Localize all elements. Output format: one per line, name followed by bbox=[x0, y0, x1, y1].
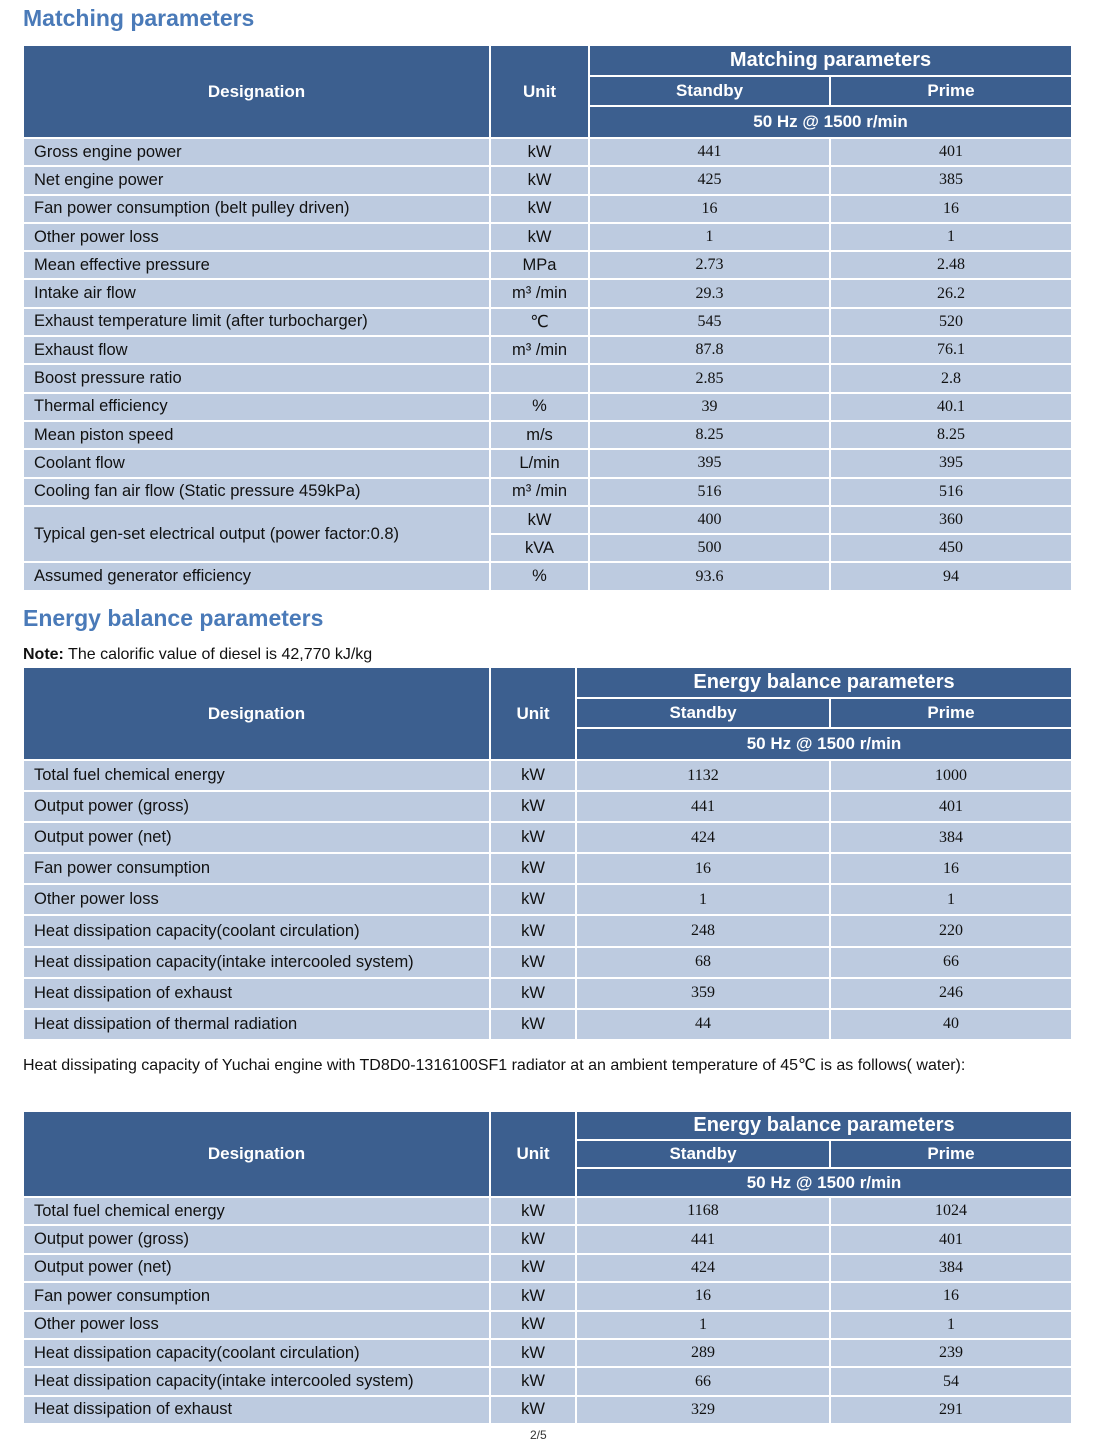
section-title-energy-balance: Energy balance parameters bbox=[23, 605, 324, 631]
group-header: Energy balance parameters bbox=[576, 1111, 1072, 1140]
condition-header: 50 Hz @ 1500 r/min bbox=[576, 1168, 1072, 1197]
row-prime-value: 450 bbox=[830, 534, 1072, 562]
standby-header: Standby bbox=[589, 76, 830, 106]
prime-header: Prime bbox=[830, 76, 1072, 106]
row-unit: kW bbox=[490, 195, 589, 223]
row-unit: kW bbox=[490, 760, 576, 791]
table-row bbox=[23, 449, 1072, 477]
row-standby-value: 1132 bbox=[576, 760, 830, 791]
unit-header: Unit bbox=[490, 1111, 576, 1197]
table-row bbox=[23, 1367, 1072, 1395]
row-designation: Fan power consumption (belt pulley driven) bbox=[23, 195, 490, 223]
row-standby-value: 68 bbox=[576, 947, 830, 978]
row-unit: kW bbox=[490, 822, 576, 853]
row-unit: m³ /min bbox=[490, 478, 589, 506]
table-row bbox=[23, 1282, 1072, 1310]
row-unit: kW bbox=[490, 947, 576, 978]
row-unit: m³ /min bbox=[490, 336, 589, 364]
row-standby-value: 16 bbox=[576, 853, 830, 884]
row-designation: Cooling fan air flow (Static pressure 459kPa) bbox=[23, 478, 490, 506]
row-standby-value: 400 bbox=[589, 506, 830, 534]
table-row bbox=[23, 760, 1072, 791]
table-row bbox=[23, 1009, 1072, 1040]
row-designation: Heat dissipation capacity(intake intercooled system) bbox=[23, 1367, 490, 1395]
energy-balance-table bbox=[22, 666, 1073, 1041]
section-title-matching: Matching parameters bbox=[23, 5, 255, 31]
row-designation: Typical gen-set electrical output (power factor:0.8) bbox=[23, 506, 490, 563]
condition-header: 50 Hz @ 1500 r/min bbox=[576, 728, 1072, 760]
table-row bbox=[23, 1339, 1072, 1367]
row-prime-value: 40.1 bbox=[830, 393, 1072, 421]
row-standby-value: 424 bbox=[576, 1254, 830, 1282]
row-designation: Heat dissipation of exhaust bbox=[23, 978, 490, 1009]
table-row bbox=[23, 853, 1072, 884]
row-unit: % bbox=[490, 393, 589, 421]
note-label: Note: bbox=[23, 646, 64, 663]
row-unit: kW bbox=[490, 1282, 576, 1310]
table-row bbox=[23, 947, 1072, 978]
row-unit: kW bbox=[490, 791, 576, 822]
row-unit bbox=[490, 364, 589, 392]
row-standby-value: 329 bbox=[576, 1396, 830, 1424]
row-prime-value: 384 bbox=[830, 822, 1072, 853]
row-prime-value: 66 bbox=[830, 947, 1072, 978]
row-prime-value: 1024 bbox=[830, 1197, 1072, 1225]
row-designation: Heat dissipation of exhaust bbox=[23, 1396, 490, 1424]
row-prime-value: 76.1 bbox=[830, 336, 1072, 364]
designation-header: Designation bbox=[23, 1111, 490, 1197]
row-designation: Boost pressure ratio bbox=[23, 364, 490, 392]
table-row bbox=[23, 1311, 1072, 1339]
row-standby-value: 2.85 bbox=[589, 364, 830, 392]
row-prime-value: 360 bbox=[830, 506, 1072, 534]
row-designation: Output power (gross) bbox=[23, 1225, 490, 1253]
row-designation: Net engine power bbox=[23, 166, 490, 194]
row-designation: Other power loss bbox=[23, 223, 490, 251]
table-row bbox=[23, 478, 1072, 506]
unit-header: Unit bbox=[490, 45, 589, 138]
row-designation: Thermal efficiency bbox=[23, 393, 490, 421]
row-standby-value: 87.8 bbox=[589, 336, 830, 364]
row-designation: Heat dissipation capacity(coolant circulation) bbox=[23, 1339, 490, 1367]
row-prime-value: 2.48 bbox=[830, 251, 1072, 279]
table-row bbox=[23, 1396, 1072, 1424]
row-prime-value: 246 bbox=[830, 978, 1072, 1009]
row-standby-value: 248 bbox=[576, 915, 830, 946]
row-standby-value: 359 bbox=[576, 978, 830, 1009]
row-prime-value: 220 bbox=[830, 915, 1072, 946]
row-designation: Mean effective pressure bbox=[23, 251, 490, 279]
row-designation: Total fuel chemical energy bbox=[23, 760, 490, 791]
row-standby-value: 16 bbox=[589, 195, 830, 223]
row-prime-value: 520 bbox=[830, 308, 1072, 336]
row-prime-value: 26.2 bbox=[830, 279, 1072, 307]
row-prime-value: 516 bbox=[830, 478, 1072, 506]
table-row bbox=[23, 166, 1072, 194]
row-standby-value: 289 bbox=[576, 1339, 830, 1367]
row-designation: Heat dissipation capacity(coolant circulation) bbox=[23, 915, 490, 946]
row-designation: Other power loss bbox=[23, 884, 490, 915]
table-row bbox=[23, 223, 1072, 251]
row-designation: Output power (gross) bbox=[23, 791, 490, 822]
row-standby-value: 425 bbox=[589, 166, 830, 194]
row-standby-value: 44 bbox=[576, 1009, 830, 1040]
prime-header: Prime bbox=[830, 1140, 1072, 1168]
row-unit: kW bbox=[490, 166, 589, 194]
row-standby-value: 545 bbox=[589, 308, 830, 336]
table-row bbox=[23, 1225, 1072, 1253]
row-prime-value: 1 bbox=[830, 223, 1072, 251]
row-unit: % bbox=[490, 562, 589, 590]
row-prime-value: 94 bbox=[830, 562, 1072, 590]
row-standby-value: 39 bbox=[589, 393, 830, 421]
row-prime-value: 401 bbox=[830, 791, 1072, 822]
unit-header: Unit bbox=[490, 667, 576, 760]
row-standby-value: 516 bbox=[589, 478, 830, 506]
row-designation: Coolant flow bbox=[23, 449, 490, 477]
row-standby-value: 395 bbox=[589, 449, 830, 477]
row-unit: kW bbox=[490, 506, 589, 534]
radiator-energy-balance-table bbox=[22, 1110, 1073, 1425]
row-unit: kW bbox=[490, 915, 576, 946]
row-unit: kW bbox=[490, 138, 589, 166]
table-row bbox=[23, 1197, 1072, 1225]
row-standby-value: 93.6 bbox=[589, 562, 830, 590]
row-unit: kVA bbox=[490, 534, 589, 562]
row-prime-value: 54 bbox=[830, 1367, 1072, 1395]
row-unit: kW bbox=[490, 1009, 576, 1040]
row-unit: kW bbox=[490, 1225, 576, 1253]
row-designation: Fan power consumption bbox=[23, 1282, 490, 1310]
row-designation: Assumed generator efficiency bbox=[23, 562, 490, 590]
row-designation: Exhaust flow bbox=[23, 336, 490, 364]
row-standby-value: 1 bbox=[589, 223, 830, 251]
row-designation: Exhaust temperature limit (after turbocharger) bbox=[23, 308, 490, 336]
row-prime-value: 40 bbox=[830, 1009, 1072, 1040]
condition-header: 50 Hz @ 1500 r/min bbox=[589, 106, 1072, 138]
row-standby-value: 8.25 bbox=[589, 421, 830, 449]
radiator-paragraph: Heat dissipating capacity of Yuchai engine with TD8D0-1316100SF1 radiator at an ambient temperature of 45℃ is as follows( water): bbox=[23, 1057, 966, 1074]
row-prime-value: 395 bbox=[830, 449, 1072, 477]
row-designation: Other power loss bbox=[23, 1311, 490, 1339]
row-designation: Mean piston speed bbox=[23, 421, 490, 449]
row-standby-value: 1 bbox=[576, 884, 830, 915]
row-prime-value: 2.8 bbox=[830, 364, 1072, 392]
row-standby-value: 2.73 bbox=[589, 251, 830, 279]
row-prime-value: 1 bbox=[830, 884, 1072, 915]
standby-header: Standby bbox=[576, 1140, 830, 1168]
table-row bbox=[23, 364, 1072, 392]
row-standby-value: 29.3 bbox=[589, 279, 830, 307]
row-designation: Total fuel chemical energy bbox=[23, 1197, 490, 1225]
row-standby-value: 424 bbox=[576, 822, 830, 853]
row-unit: MPa bbox=[490, 251, 589, 279]
row-designation: Output power (net) bbox=[23, 1254, 490, 1282]
table-row bbox=[23, 251, 1072, 279]
row-prime-value: 401 bbox=[830, 1225, 1072, 1253]
row-prime-value: 1 bbox=[830, 1311, 1072, 1339]
row-unit: kW bbox=[490, 223, 589, 251]
prime-header: Prime bbox=[830, 698, 1072, 728]
row-prime-value: 239 bbox=[830, 1339, 1072, 1367]
row-standby-value: 441 bbox=[589, 138, 830, 166]
table-row bbox=[23, 822, 1072, 853]
page-number: 2/5 bbox=[530, 1428, 547, 1442]
row-standby-value: 1 bbox=[576, 1311, 830, 1339]
row-prime-value: 384 bbox=[830, 1254, 1072, 1282]
row-unit: kW bbox=[490, 1311, 576, 1339]
row-standby-value: 441 bbox=[576, 791, 830, 822]
row-unit: kW bbox=[490, 1254, 576, 1282]
table-row bbox=[23, 884, 1072, 915]
row-unit: kW bbox=[490, 1367, 576, 1395]
row-prime-value: 16 bbox=[830, 1282, 1072, 1310]
table-row bbox=[23, 915, 1072, 946]
row-designation: Intake air flow bbox=[23, 279, 490, 307]
table-row bbox=[23, 421, 1072, 449]
row-unit: m/s bbox=[490, 421, 589, 449]
row-unit: kW bbox=[490, 1339, 576, 1367]
row-unit: kW bbox=[490, 1197, 576, 1225]
row-designation: Heat dissipation capacity(intake intercooled system) bbox=[23, 947, 490, 978]
designation-header: Designation bbox=[23, 667, 490, 760]
row-designation: Gross engine power bbox=[23, 138, 490, 166]
table-row bbox=[23, 195, 1072, 223]
table-row bbox=[23, 308, 1072, 336]
table-row bbox=[23, 138, 1072, 166]
row-unit: ℃ bbox=[490, 308, 589, 336]
table-row bbox=[23, 1254, 1072, 1282]
row-unit: kW bbox=[490, 1396, 576, 1424]
table-row bbox=[23, 562, 1072, 590]
standby-header: Standby bbox=[576, 698, 830, 728]
table-row bbox=[23, 791, 1072, 822]
table-row bbox=[23, 393, 1072, 421]
group-header: Energy balance parameters bbox=[576, 667, 1072, 698]
row-prime-value: 16 bbox=[830, 195, 1072, 223]
group-header: Matching parameters bbox=[589, 45, 1072, 76]
table-row bbox=[23, 336, 1072, 364]
table-row bbox=[23, 279, 1072, 307]
row-standby-value: 16 bbox=[576, 1282, 830, 1310]
row-prime-value: 1000 bbox=[830, 760, 1072, 791]
row-designation: Fan power consumption bbox=[23, 853, 490, 884]
matching-parameters-table bbox=[22, 44, 1073, 592]
row-designation: Heat dissipation of thermal radiation bbox=[23, 1009, 490, 1040]
row-unit: kW bbox=[490, 978, 576, 1009]
note-text: The calorific value of diesel is 42,770 kJ/kg bbox=[63, 646, 373, 663]
row-standby-value: 66 bbox=[576, 1367, 830, 1395]
row-prime-value: 401 bbox=[830, 138, 1072, 166]
row-prime-value: 16 bbox=[830, 853, 1072, 884]
row-unit: m³ /min bbox=[490, 279, 589, 307]
row-unit: L/min bbox=[490, 449, 589, 477]
row-prime-value: 8.25 bbox=[830, 421, 1072, 449]
row-standby-value: 1168 bbox=[576, 1197, 830, 1225]
row-unit: kW bbox=[490, 853, 576, 884]
designation-header: Designation bbox=[23, 45, 490, 138]
table-row bbox=[23, 978, 1072, 1009]
row-prime-value: 291 bbox=[830, 1396, 1072, 1424]
calorific-note bbox=[23, 646, 372, 664]
row-designation: Output power (net) bbox=[23, 822, 490, 853]
row-standby-value: 441 bbox=[576, 1225, 830, 1253]
table-row bbox=[23, 506, 1072, 534]
row-standby-value: 500 bbox=[589, 534, 830, 562]
row-prime-value: 385 bbox=[830, 166, 1072, 194]
row-unit: kW bbox=[490, 884, 576, 915]
